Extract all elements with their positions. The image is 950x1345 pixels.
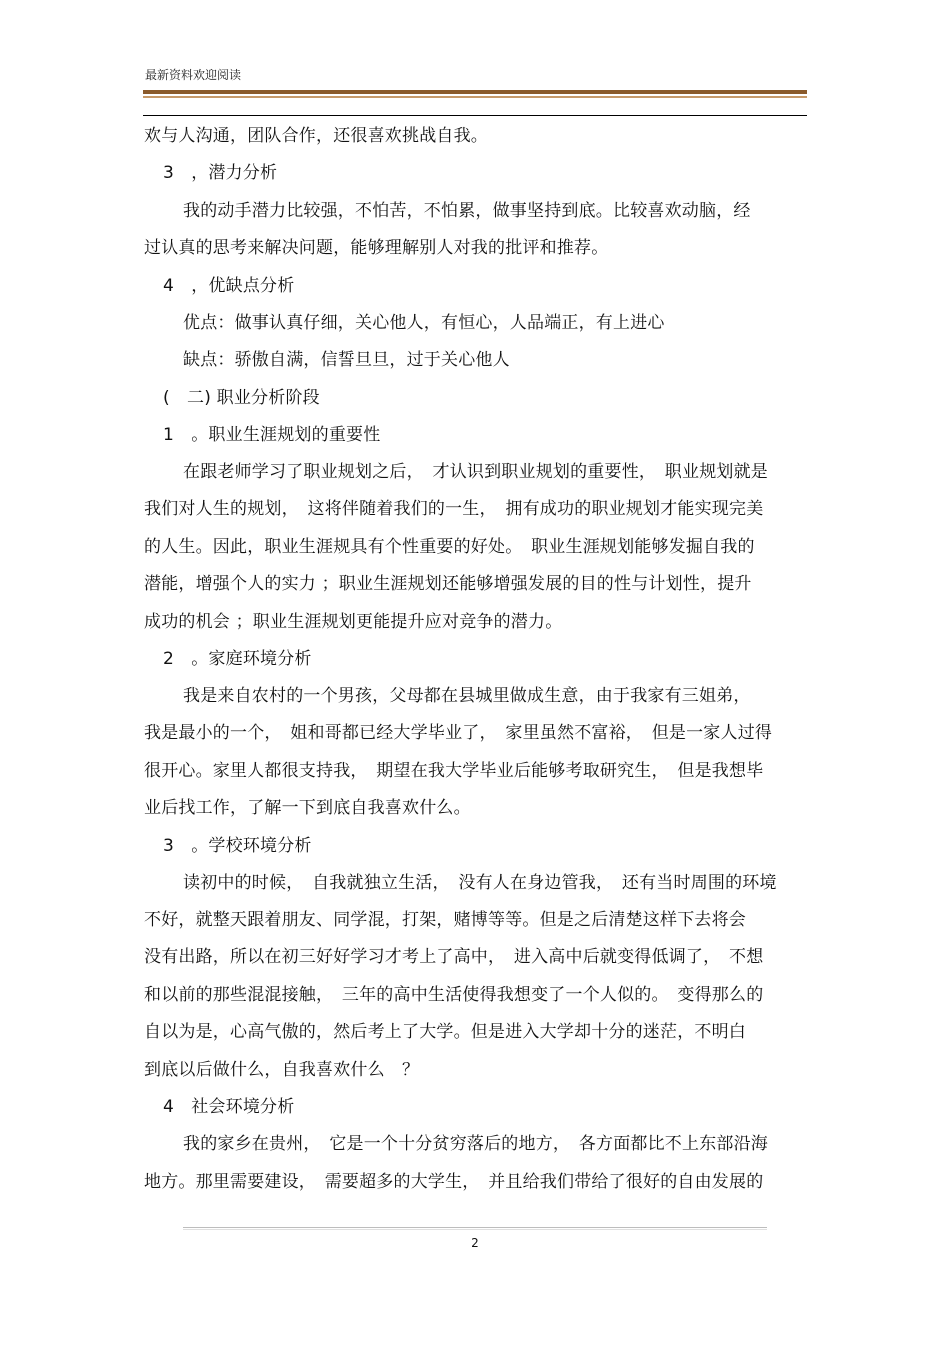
text-line: 业后找工作，了解一下到底自我喜欢什么。 [144, 798, 471, 818]
text-line: 和以前的那些混混接触， 三年的高中生活使得我想变了一个人似的。 变得那么的 [144, 985, 764, 1005]
text-line: 潜能，增强个人的实力 ；职业生涯规划还能够增强发展的目的性与计划性，提升 [144, 574, 752, 594]
page-header: 最新资料欢迎阅读 [145, 68, 242, 82]
text-line: 在跟老师学习了职业规划之后， 才认识到职业规划的重要性， 职业规划就是 [183, 462, 768, 482]
text-line: 我的动手潜力比较强，不怕苦，不怕累，做事坚持到底。比较喜欢动脑，经 [183, 201, 751, 221]
header-rule-black [143, 115, 807, 116]
text-line: 我是来自农村的一个男孩，父母都在县城里做成生意，由于我家有三姐弟， [183, 686, 751, 706]
section-heading: 4 社会环境分析 [163, 1097, 295, 1117]
text-line: 我们对人生的规划， 这将伴随着我们的一生， 拥有成功的职业规划才能实现完美 [144, 499, 764, 519]
section-heading: 1 。职业生涯规划的重要性 [163, 425, 381, 445]
text-line: 优点：做事认真仔细，关心他人，有恒心，人品端正，有上进心 [183, 313, 665, 333]
section-heading: 4 ，优缺点分析 [163, 276, 295, 296]
text-line: 读初中的时候， 自我就独立生活， 没有人在身边管我， 还有当时周围的环境 [183, 873, 777, 893]
footer-rule-light [183, 1229, 767, 1230]
text-line: 成功的机会 ；职业生涯规划更能提升应对竞争的潜力。 [144, 612, 563, 632]
section-heading: 3 ，潜力分析 [163, 163, 278, 183]
text-line: 的人生。因此，职业生涯规具有个性重要的好处。 职业生涯规划能够发掘自我的 [144, 537, 755, 557]
text-line: 很开心。家里人都很支持我， 期望在我大学毕业后能够考取研究生， 但是我想毕 [144, 761, 764, 781]
section-heading: ( 二) 职业分析阶段 [163, 388, 320, 408]
text-line: 我是最小的一个， 姐和哥都已经大学毕业了， 家里虽然不富裕， 但是一家人过得 [144, 723, 773, 743]
text-line: 缺点：骄傲自满，信誓旦旦，过于关心他人 [183, 350, 510, 370]
footer-rule [183, 1227, 767, 1228]
text-line: 没有出路，所以在初三好好学习才考上了高中， 进入高中后就变得低调了， 不想 [144, 947, 764, 967]
text-line: 地方。那里需要建设， 需要超多的大学生， 并且给我们带给了很好的自由发展的 [144, 1172, 764, 1192]
header-rule-thin [143, 96, 807, 98]
section-heading: 2 。家庭环境分析 [163, 649, 312, 669]
text-line: 欢与人沟通，团队合作，还很喜欢挑战自我。 [144, 126, 488, 146]
text-line: 到底以后做什么，自我喜欢什么 ？ [144, 1060, 420, 1080]
page-number: 2 [471, 1236, 479, 1250]
text-line: 我的家乡在贵州， 它是一个十分贫穷落后的地方， 各方面都比不上东部沿海 [183, 1134, 768, 1154]
text-line: 自以为是，心高气傲的，然后考上了大学。但是进入大学却十分的迷茫，不明白 [144, 1022, 746, 1042]
header-rule-thick [143, 90, 807, 94]
section-heading: 3 。学校环境分析 [163, 836, 312, 856]
text-line: 过认真的思考来解决问题，能够理解别人对我的批评和推荐。 [144, 238, 609, 258]
text-line: 不好，就整天跟着朋友、同学混，打架，赌博等等。但是之后清楚这样下去将会 [144, 910, 746, 930]
